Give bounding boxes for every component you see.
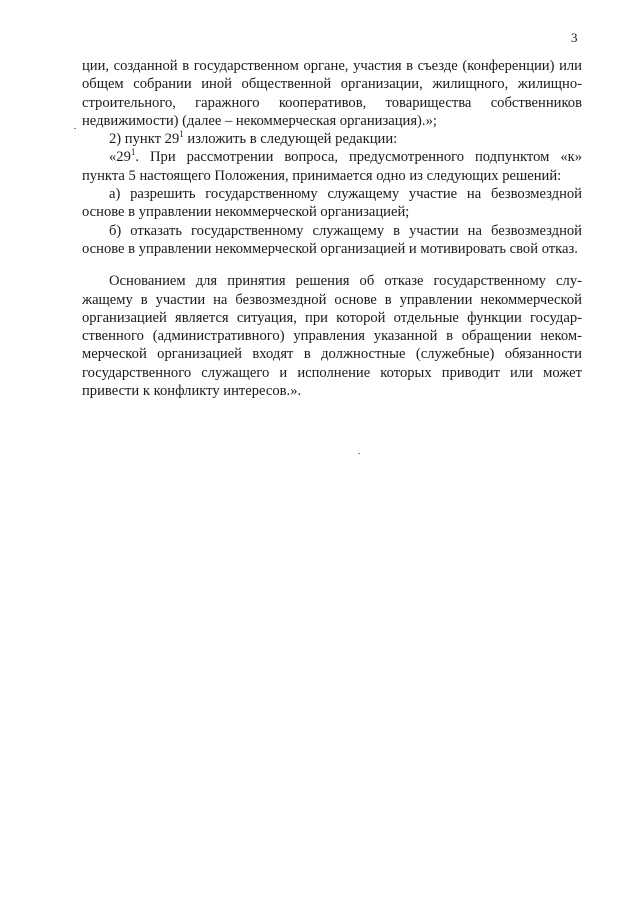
paragraph-option-a: а) разрешить государственному служащему участие на безвозмездной основе в управлении некоммерческой организацией; (82, 186, 582, 221)
paragraph-clause-29-1 (82, 148, 582, 185)
clause-29-1-text: . При рассмотрении вопроса, предусмотренного подпунктом «к» пункта 5 настоящего Положения, принимается одно из следующих решений: (82, 149, 582, 184)
page-number: 3 (571, 30, 578, 45)
item-2-text-end: изложить в следующей редакции: (183, 131, 398, 148)
clause-29-1-number: «29 (109, 149, 131, 166)
document-body (82, 57, 582, 400)
scan-speck (74, 128, 76, 129)
paragraph-option-b: б) отказать государственному служащему в участии на безвозмездной основе в управлении некоммерческой организацией и мотивировать свой отказ. (82, 222, 582, 257)
item-2-text-start: 2) пункт 29 (109, 131, 180, 148)
paragraph-grounds-for-refusal: Основанием для принятия решения об отказе государственному служащему в участии на безвозмездной основе в управлении некоммерческой организацией является ситуация, при которой отдельные функции государственного (административного) управления указанной в обращении некоммерческой организацией входят в должностные (служебные) обязанности государственного служащего и исполнение которых приводит или может привести к конфликту интересов.». (82, 273, 582, 400)
scan-speck (358, 453, 360, 454)
item-2-superscript: 1 (179, 129, 184, 140)
paragraph-item-2 (82, 130, 582, 148)
paragraph-continuation: ции, созданной в государственном органе, участия в съезде (конференции) или общем собрании иной общественной организации, жилищного, жилищно-строительного, гаражного кооперативов, товарищества собственников недвижимости) (далее – некоммерческая организация).»; (82, 58, 582, 129)
clause-29-1-superscript: 1 (130, 147, 136, 158)
